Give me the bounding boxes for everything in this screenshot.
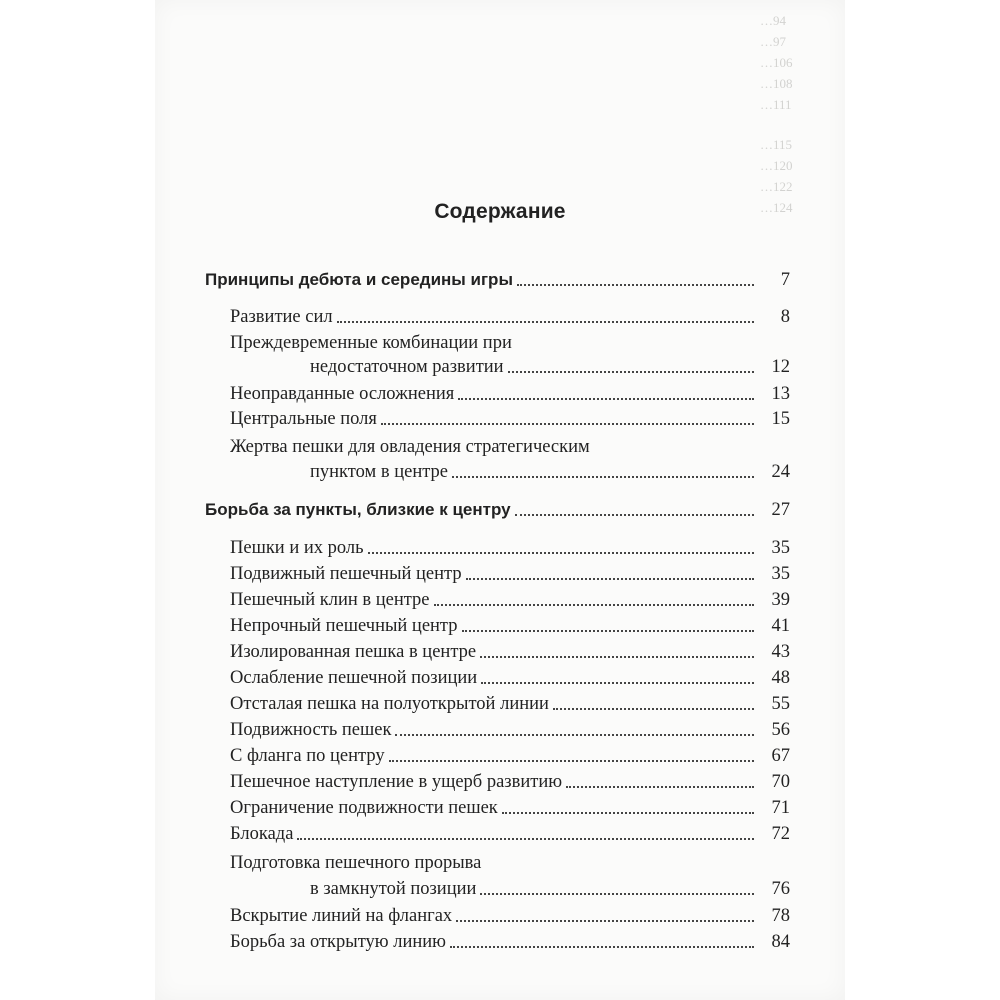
leader-dots [389,760,754,762]
ghost-line: …111 [760,97,792,112]
leader-dots [502,812,754,814]
toc-entry[interactable] [230,904,790,928]
toc-entry[interactable] [230,305,790,329]
leader-dots [466,578,754,580]
leader-dots [450,946,754,948]
toc-entry[interactable] [230,796,790,820]
leader-dots [337,321,754,323]
page-number: 27 [771,500,790,520]
leader-dots [515,514,754,516]
toc-entry-label: Блокада [230,824,294,844]
leader-dots [458,398,754,400]
leader-dots [566,786,754,788]
toc-entry-label-line1[interactable]: Жертва пешки для овладения стратегическим [230,437,590,457]
toc-entry[interactable] [230,382,790,406]
page-number: 12 [771,357,790,377]
page-number: 43 [771,642,790,662]
toc-section-label: Принципы дебюта и середины игры [205,270,513,289]
leader-dots [434,604,754,606]
page-number: 72 [771,824,790,844]
toc-entry-label: Ограничение подвижности пешек [230,798,498,818]
toc-entry[interactable] [230,640,790,664]
toc-entry[interactable] [310,460,790,484]
toc-entry-label-line2: недостаточном развитии [310,357,504,377]
page-title: Содержание [434,200,566,223]
toc-entry-label: Борьба за открытую линию [230,932,447,952]
toc-entry[interactable] [230,614,790,638]
page-number: 13 [771,384,790,404]
leader-dots [456,920,754,922]
page-number: 35 [771,538,790,558]
leader-dots [553,708,754,710]
ghost-line: …115 [760,137,793,152]
bleed-through-text [760,10,850,218]
toc-entry[interactable] [230,744,790,768]
toc-entry[interactable] [310,355,790,379]
page-number: 7 [780,270,790,290]
toc-entry-label: Вскрытие линий на флангах [230,906,453,926]
leader-dots [297,838,754,840]
leader-dots [368,552,754,554]
leader-dots [517,284,754,286]
leader-dots [381,423,754,425]
page-number: 78 [771,906,790,926]
toc-entry-label: Пешечный клин в центре [230,590,430,610]
toc-entry-label: Непрочный пешечный центр [230,616,458,636]
page-number: 56 [771,720,790,740]
ghost-line: …108 [760,76,793,91]
page-number: 41 [771,616,790,636]
toc-entry[interactable] [310,877,790,901]
page-number: 71 [771,798,790,818]
ghost-line: …97 [760,34,786,49]
page-number: 70 [771,772,790,792]
toc-section-label: Борьба за пункты, близкие к центру [205,500,511,519]
toc-entry-label-line1[interactable]: Преждевременные комбинации при [230,333,512,353]
toc-entry[interactable] [230,536,790,560]
toc-entry[interactable] [230,407,790,431]
toc-entry-label-line2: пунктом в центре [310,462,449,482]
leader-dots [508,371,754,373]
toc-entry[interactable] [230,718,790,742]
toc-entry-label-line1[interactable]: Подготовка пешечного прорыва [230,853,482,873]
ghost-line: …106 [760,55,793,70]
ghost-line: …120 [760,158,793,173]
toc-entry-label: С фланга по центру [230,746,385,766]
page-number: 48 [771,668,790,688]
page-number: 39 [771,590,790,610]
page-number: 8 [780,307,790,327]
toc-entry[interactable] [230,692,790,716]
toc-entry-label: Неоправданные осложнения [230,384,455,404]
toc-entry-label: Развитие сил [230,307,333,327]
toc-entry[interactable] [230,588,790,612]
leader-dots [481,682,754,684]
page-number: 76 [771,879,790,899]
leader-dots [462,630,755,632]
toc-entry-label: Отсталая пешка на полуоткрытой линии [230,694,549,714]
leader-dots [480,656,754,658]
leader-dots [452,476,754,478]
toc-entry-label: Подвижный пешечный центр [230,564,462,584]
toc-entry-label: Центральные поля [230,409,377,429]
leader-dots [480,893,754,895]
toc-entry[interactable] [230,822,790,846]
toc-section[interactable] [205,498,790,522]
toc-entry[interactable] [230,666,790,690]
toc-entry-label: Изолированная пешка в центре [230,642,477,662]
ghost-line: …124 [760,200,793,215]
toc-entry[interactable] [230,770,790,794]
leader-dots [395,734,754,736]
page-number: 55 [771,694,790,714]
page-number: 84 [771,932,790,952]
ghost-line: …122 [760,179,793,194]
toc-section[interactable] [205,268,790,292]
page-number: 35 [771,564,790,584]
toc-entry-label: Пешечное наступление в ущерб развитию [230,772,563,792]
toc-entry-label: Подвижность пешек [230,720,392,740]
toc-entry-label-line2: в замкнутой позиции [310,879,477,899]
page-number: 15 [771,409,790,429]
toc-entry[interactable] [230,562,790,586]
toc-entry-label: Пешки и их роль [230,538,364,558]
page-number: 24 [771,462,790,482]
toc-entry-label: Ослабление пешечной позиции [230,668,478,688]
toc-entry[interactable] [230,930,790,954]
page-number: 67 [771,746,790,766]
ghost-line: …94 [760,13,786,28]
